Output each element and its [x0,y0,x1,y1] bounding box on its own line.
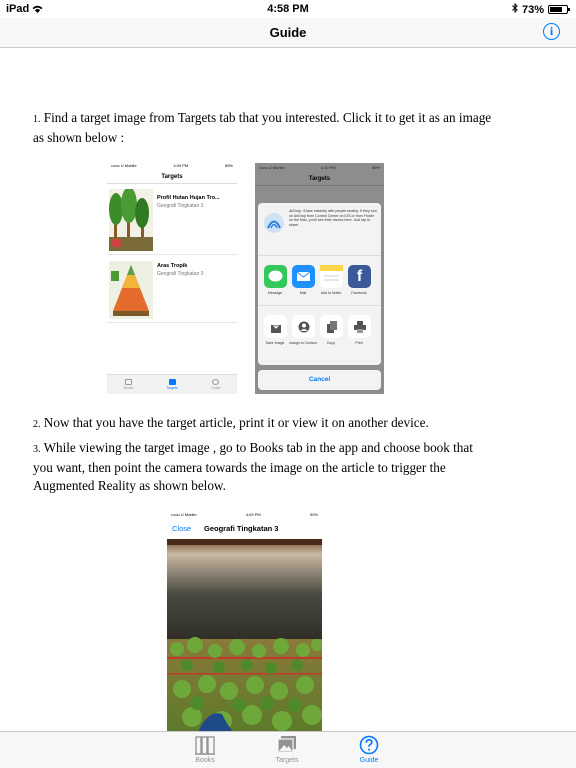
targets-list-screenshot [107,161,237,394]
tab-books[interactable] [175,735,235,764]
page-title: Guide [269,25,307,40]
mini-time: 4:09 PM [173,163,189,168]
contact-icon [292,315,315,338]
target-title: Profil Hutan Hujan Tro... [157,195,220,201]
mini-time: 4:10 PM [320,165,336,170]
camera-view [167,539,322,731]
mini-nav-bar [167,519,322,538]
device-name: iPad [6,3,30,15]
tab-label: Guide [359,757,379,764]
augmented-reality-screenshot [167,510,322,731]
share-action-label: Assign to Contact [289,341,317,345]
mini-status-bar [255,163,384,172]
step-text: Find a target image from Targets tab that you interested. Click it to get it as an image as shown below : [33,110,492,145]
notes-icon [320,265,343,288]
mini-nav-title: Targets [107,170,237,184]
mini-tab-bar [107,374,237,394]
rainforest-thumbnail [109,189,153,251]
share-app-label: Mail [299,291,307,295]
target-subtitle: Geografi Tingkatan 3 [157,271,204,277]
mini-nav-title: Geografi Tingkatan 3 [204,524,279,533]
step-number: 3. [33,444,41,455]
status-bar [0,0,576,18]
share-sheet-screenshot [255,163,384,394]
step-number: 2. [33,419,41,430]
mini-carrier: •••oo U Mobile [111,163,137,168]
mini-tab-label: Targets [166,386,178,390]
tab-label: Targets [275,757,299,764]
guide-content[interactable] [0,49,576,731]
share-app-label: Add to Notes [320,291,342,295]
share-action-label: Copy [326,341,336,345]
mini-carrier: •••oo U Mobile [171,512,197,517]
share-action-label: Print [355,341,363,345]
tab-guide[interactable] [339,735,399,764]
target-title: Aras Tropik [157,263,188,269]
question-icon [339,735,399,755]
mini-tab-label: Guide [211,386,221,390]
mini-status-bar [107,161,237,170]
image-icon [169,379,176,385]
battery-icon [548,5,568,14]
mini-battery: 90% [309,512,318,517]
share-app-label: Facebook [351,291,367,295]
save-image-icon [264,315,287,338]
mini-carrier: •••oo U Mobile [259,165,285,170]
airdrop-text: AirDrop. Share instantly with people nearby. If they turn on AirDrop from Control Center on iOS or from Finder on the Mac, you'll see their names here. Just tap to share. [289,209,377,227]
guide-step-2 [33,414,493,434]
bluetooth-icon [512,3,518,16]
print-icon [348,315,371,338]
mini-tab-books [124,379,134,390]
mini-time: 4:09 PM [245,512,261,517]
divider [258,255,381,256]
tab-label: Books [195,757,215,764]
message-icon [264,265,287,288]
info-icon[interactable]: i [543,23,560,40]
cancel-button: Cancel [258,370,381,390]
question-icon [212,379,219,385]
share-app-label: Message [267,291,283,295]
mini-nav-title: Targets [255,172,384,186]
mini-tab-targets [166,379,177,390]
guide-step-1 [33,109,493,147]
books-icon [175,735,235,755]
navigation-bar [0,18,576,48]
copy-icon [320,315,343,338]
mini-tab-label: Books [123,386,134,390]
status-time: 4:58 PM [267,3,309,15]
target-subtitle: Geografi Tingkatan 3 [157,203,204,209]
tab-targets[interactable] [257,735,317,764]
share-action-label: Save Image [265,341,285,345]
pyramid-thumbnail [109,261,153,319]
books-icon [125,379,132,385]
mini-tab-guide [211,379,220,390]
target-row [107,257,237,323]
tab-bar [0,731,576,768]
divider [258,305,381,306]
share-sheet [258,203,381,365]
step-text: While viewing the target image , go to Books tab in the app and choose book that you want, then point the camera towards the image on the article to trigger the Augmented Reality as shown below. [33,440,473,493]
step-number: 1. [33,114,41,125]
battery-fill [550,7,562,12]
mini-battery: 89% [224,163,233,168]
airdrop-icon [264,213,284,233]
target-row [107,185,237,255]
image-icon [257,735,317,755]
mini-status-bar [167,510,322,519]
status-right [512,3,568,16]
step-text: Now that you have the target article, print it or view it on another device. [43,415,429,430]
mail-icon [292,265,315,288]
battery-percent: 73% [521,3,544,16]
guide-step-3 [33,439,493,495]
mini-battery: 89% [371,165,380,170]
facebook-icon: f [348,265,371,288]
mini-close-button: Close [172,524,192,533]
